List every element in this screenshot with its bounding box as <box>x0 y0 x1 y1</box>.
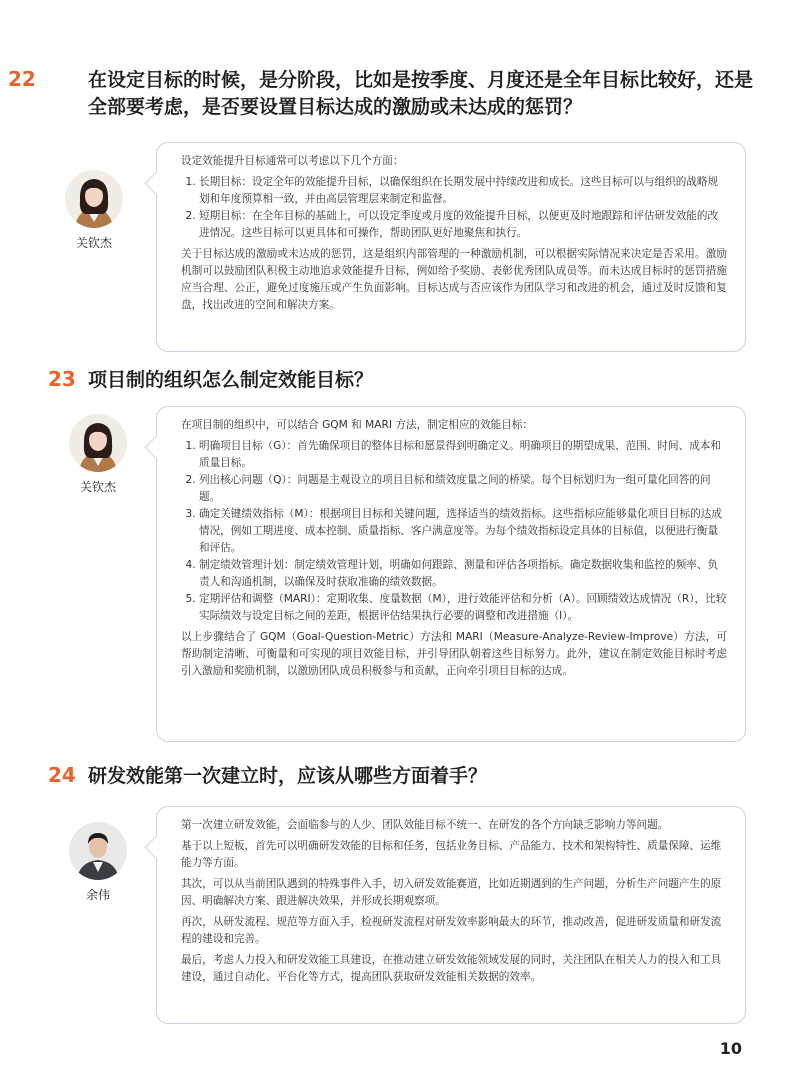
list-item: 1. 明确项目目标（G）：首先确保项目的整体目标和愿景得到明确定义。明确项目的期望成果、范围、时间、成本和质量目标。 <box>199 438 727 472</box>
avatar <box>69 414 127 472</box>
list-item: 2. 列出核心问题（Q）：问题是主观设立的项目目标和绩效度量之间的桥梁。每个目标划归为一组可量化回答的问题。 <box>199 472 727 506</box>
list-item: 4. 制定绩效管理计划：制定绩效管理计划，明确如何跟踪、测量和评估各项指标。确定数据收集和监控的频率、负责人和沟通机制，以确保及时获取准确的绩效数据。 <box>199 557 727 591</box>
author-block <box>58 822 138 903</box>
answer-bubble-24 <box>156 806 746 1024</box>
answer-paragraph: 再次，从研发流程、规范等方面入手，检视研发流程对研发效率影响最大的环节，推动改善，促进研发质量和研发流程的建设和完善。 <box>181 916 722 945</box>
answer-paragraph: 基于以上短板，首先可以明确研发效能的目标和任务，包括业务目标、产品能力、技术和架构特性、质量保障、运维能力等方面。 <box>181 840 722 869</box>
question-text: 项目制的组织怎么制定效能目标？ <box>88 369 374 391</box>
man-portrait-icon <box>69 822 127 880</box>
list-item: 3. 确定关键绩效指标（M）：根据项目目标和关键问题，选择适当的绩效指标。这些指标应能够量化项目目标的达成情况，例如工期进度、成本控制、质量指标、客户满意度等。为每个绩效指标设定具体的目标值，以便进行衡量和评估。 <box>199 506 727 557</box>
answer-paragraph: 第一次建立研发效能，会面临参与的人少、团队效能目标不统一、在研发的各个方向缺乏影响力等问题。 <box>181 819 669 831</box>
page-number: 10 <box>719 1039 742 1058</box>
woman-portrait-icon <box>69 414 127 472</box>
question-number: 23 <box>48 367 76 391</box>
question-22-title <box>8 66 754 121</box>
answer-closing: 关于目标达成的激励或未达成的惩罚，这是组织内部管理的一种激励机制，可以根据实际情况来决定是否采用。激励机制可以鼓励团队积极主动地追求效能提升目标，例如给予奖励、表彰优秀团队成员等。而未达成目标时的惩罚措施应当合理、公正，避免过度施压或产生负面影响。目标达成与否应该作为团队学习和改进的机会，通过及时反馈和复盘，找出改进的空间和解决方案。 <box>181 248 727 311</box>
answer-closing: 以上步骤结合了 GQM（Goal-Question-Metric）方法和 MARI（Measure-Analyze-Review-Improve）方法，可帮助制定清晰、可衡量和可实现的项目效能目标，并引导团队朝着这些目标努力。此外，建议在制定效能目标时考虑引入激励和奖励机制，以激励团队成员积极参与和贡献，正向牵引项目目标的达成。 <box>181 631 727 677</box>
answer-intro: 在项目制的组织中，可以结合 GQM 和 MARI 方法，制定相应的效能目标： <box>181 419 534 431</box>
question-text: 在设定目标的时候，是分阶段，比如是按季度、月度还是全年目标比较好，还是全部要考虑，是否要设置目标达成的激励或未达成的惩罚？ <box>88 69 754 118</box>
author-name: 余伟 <box>85 888 110 902</box>
woman-portrait-icon <box>65 170 123 228</box>
author-block <box>58 414 138 495</box>
avatar <box>69 822 127 880</box>
answer-paragraph: 其次，可以从当前团队遇到的特殊事件入手，切入研发效能赛道，比如近期遇到的生产问题，分析生产问题产生的原因、明确解决方案、跟进解决效果，并形成长期观察项。 <box>181 878 722 907</box>
answer-list <box>181 174 727 242</box>
answer-bubble-23 <box>156 406 746 742</box>
author-name: 关钦杰 <box>75 236 112 250</box>
list-item: 5. 定期评估和调整（MARI）：定期收集、度量数据（M），进行效能评估和分析（A）。回顾绩效达成情况（R），比较实际绩效与设定目标之间的差距，根据评估结果执行必要的调整和改进措施（I）。 <box>199 591 727 625</box>
question-24-title <box>48 762 754 790</box>
answer-intro: 设定效能提升目标通常可以考虑以下几个方面： <box>181 155 404 167</box>
question-text: 研发效能第一次建立时，应该从哪些方面着手？ <box>88 765 488 787</box>
author-name: 关钦杰 <box>79 480 116 494</box>
answer-paragraph: 最后，考虑人力投入和研发效能工具建设，在推动建立研发效能领域发展的同时，关注团队在相关人力的投入和工具建设，通过自动化、平台化等方式，提高团队获取研发效能相关数据的效率。 <box>181 954 722 983</box>
avatar <box>65 170 123 228</box>
list-item: 2. 短期目标：在全年目标的基础上，可以设定季度或月度的效能提升目标，以便更及时地跟踪和评估研发效能的改进情况。这些目标可以更具体和可操作，帮助团队更好地聚焦和执行。 <box>199 208 727 242</box>
question-number: 22 <box>8 67 36 91</box>
question-23-title <box>48 366 754 394</box>
answer-bubble-22 <box>156 142 746 352</box>
answer-list <box>181 438 727 625</box>
question-number: 24 <box>48 763 76 787</box>
list-item: 1. 长期目标：设定全年的效能提升目标，以确保组织在长期发展中持续改进和成长。这些目标可以与组织的战略规划和年度预算相一致，并由高层管理层来制定和监督。 <box>199 174 727 208</box>
author-block <box>54 170 134 251</box>
